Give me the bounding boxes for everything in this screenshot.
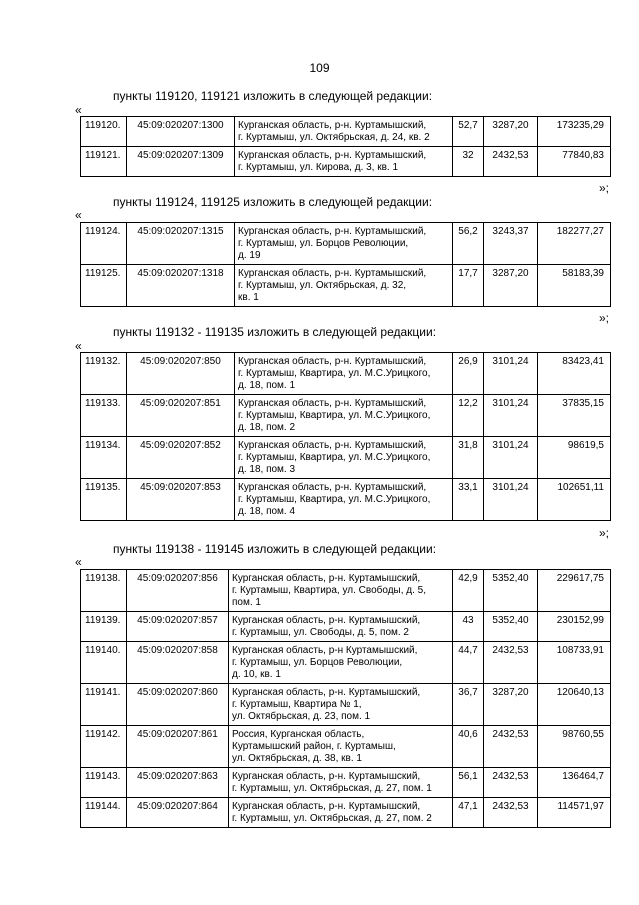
area-cell: 12,2 xyxy=(453,395,484,437)
cadastral-number-cell: 45:09:020207:1309 xyxy=(127,147,235,177)
open-quote: « xyxy=(75,103,82,117)
cadastral-number-cell: 45:09:020207:860 xyxy=(127,684,229,726)
area-cell: 44,7 xyxy=(453,642,484,684)
area-cell: 36,7 xyxy=(453,684,484,726)
cadastral-number-cell: 45:09:020207:851 xyxy=(127,395,235,437)
address-line: г. Куртамыш, Квартира, ул. М.С.Урицкого, xyxy=(238,452,431,463)
price-cell: 5352,40 xyxy=(484,570,538,612)
area-cell: 56,2 xyxy=(453,223,484,265)
cadastral-number-cell: 45:09:020207:1315 xyxy=(127,223,235,265)
table-row xyxy=(81,147,611,177)
address-line: Курганская область, р-н. Куртамышский, xyxy=(238,268,427,279)
price-cell: 2432,53 xyxy=(484,768,538,798)
item-number-cell: 119138. xyxy=(81,570,127,612)
address-line: г. Куртамыш, Квартира, ул. М.С.Урицкого, xyxy=(238,410,431,421)
address-line: Курганская область, р-н. Куртамышский, xyxy=(238,482,427,493)
table-row xyxy=(81,353,611,395)
address-line: Россия, Курганская область, xyxy=(232,729,365,740)
area-cell: 40,6 xyxy=(453,726,484,768)
price-cell: 3243,37 xyxy=(484,223,538,265)
area-cell: 33,1 xyxy=(453,479,484,521)
address-line: Куртамышский район, г. Куртамыш, xyxy=(232,741,396,752)
cadastral-number-cell: 45:09:020207:858 xyxy=(127,642,229,684)
total-value-cell: 83423,41 xyxy=(538,353,611,395)
price-cell: 3101,24 xyxy=(484,479,538,521)
cadastral-number-cell: 45:09:020207:863 xyxy=(127,768,229,798)
section-heading: пункты 119132 - 119135 изложить в следующей редакции: xyxy=(113,325,437,339)
total-value-cell: 98760,55 xyxy=(538,726,611,768)
address-line: Курганская область, р-н. Куртамышский, xyxy=(232,573,421,584)
total-value-cell: 77840,83 xyxy=(538,147,611,177)
table-row xyxy=(81,798,611,828)
item-number-cell: 119144. xyxy=(81,798,127,828)
table-row xyxy=(81,265,611,307)
price-cell: 5352,40 xyxy=(484,612,538,642)
table-row xyxy=(81,479,611,521)
address-cell xyxy=(235,437,453,479)
address-cell xyxy=(235,265,453,307)
address-line: г. Куртамыш, ул. Октябрьская, д. 24, кв. 2 xyxy=(238,132,430,143)
property-table xyxy=(80,116,611,177)
total-value-cell: 173235,29 xyxy=(538,117,611,147)
address-line: ул. Октябрьская, д. 38, кв. 1 xyxy=(232,753,362,764)
address-line: д. 18, пом. 2 xyxy=(238,422,296,433)
address-cell xyxy=(229,798,453,828)
area-cell: 32 xyxy=(453,147,484,177)
address-line: г. Куртамыш, Квартира, ул. Свободы, д. 5, xyxy=(232,585,427,596)
table-row xyxy=(81,437,611,479)
close-quote: »; xyxy=(598,181,609,195)
item-number-cell: 119140. xyxy=(81,642,127,684)
address-line: Курганская область, р-н. Куртамышский, xyxy=(232,615,421,626)
item-number-cell: 119125. xyxy=(81,265,127,307)
address-cell xyxy=(235,117,453,147)
total-value-cell: 108733,91 xyxy=(538,642,611,684)
table-row xyxy=(81,395,611,437)
total-value-cell: 58183,39 xyxy=(538,265,611,307)
page-number: 109 xyxy=(309,61,330,75)
total-value-cell: 114571,97 xyxy=(538,798,611,828)
close-quote: »; xyxy=(598,526,609,540)
property-table xyxy=(80,222,611,307)
cadastral-number-cell: 45:09:020207:853 xyxy=(127,479,235,521)
table-row xyxy=(81,612,611,642)
address-line: Курганская область, р-н Куртамышский, xyxy=(232,645,418,656)
address-line: Курганская область, р-н. Куртамышский, xyxy=(238,150,427,161)
price-cell: 3287,20 xyxy=(484,117,538,147)
area-cell: 42,9 xyxy=(453,570,484,612)
item-number-cell: 119120. xyxy=(81,117,127,147)
cadastral-number-cell: 45:09:020207:856 xyxy=(127,570,229,612)
item-number-cell: 119141. xyxy=(81,684,127,726)
cadastral-number-cell: 45:09:020207:852 xyxy=(127,437,235,479)
item-number-cell: 119133. xyxy=(81,395,127,437)
cadastral-number-cell: 45:09:020207:861 xyxy=(127,726,229,768)
property-table xyxy=(80,352,611,521)
price-cell: 2432,53 xyxy=(484,642,538,684)
address-cell xyxy=(235,353,453,395)
total-value-cell: 102651,11 xyxy=(538,479,611,521)
cadastral-number-cell: 45:09:020207:1300 xyxy=(127,117,235,147)
address-line: д. 18, пом. 4 xyxy=(238,506,296,517)
total-value-cell: 229617,75 xyxy=(538,570,611,612)
address-line: г. Куртамыш, ул. Борцов Революции, xyxy=(232,657,403,668)
address-line: Курганская область, р-н. Куртамышский, xyxy=(238,226,427,237)
property-table xyxy=(80,569,611,828)
table-row xyxy=(81,768,611,798)
address-cell xyxy=(229,570,453,612)
address-line: д. 10, кв. 1 xyxy=(232,669,281,680)
total-value-cell: 230152,99 xyxy=(538,612,611,642)
cadastral-number-cell: 45:09:020207:850 xyxy=(127,353,235,395)
address-line: кв. 1 xyxy=(238,292,259,303)
cadastral-number-cell: 45:09:020207:857 xyxy=(127,612,229,642)
address-line: Курганская область, р-н. Куртамышский, xyxy=(238,356,427,367)
address-line: г. Куртамыш, Квартира № 1, xyxy=(232,699,362,710)
area-cell: 52,7 xyxy=(453,117,484,147)
address-line: д. 18, пом. 3 xyxy=(238,464,296,475)
open-quote: « xyxy=(75,339,82,353)
item-number-cell: 119142. xyxy=(81,726,127,768)
address-cell xyxy=(229,768,453,798)
table-row xyxy=(81,684,611,726)
price-cell: 2432,53 xyxy=(484,798,538,828)
total-value-cell: 136464,7 xyxy=(538,768,611,798)
address-cell xyxy=(229,642,453,684)
open-quote: « xyxy=(75,208,82,222)
address-cell xyxy=(229,612,453,642)
price-cell: 3101,24 xyxy=(484,353,538,395)
area-cell: 56,1 xyxy=(453,768,484,798)
close-quote: »; xyxy=(598,311,609,325)
item-number-cell: 119139. xyxy=(81,612,127,642)
address-line: г. Куртамыш, Квартира, ул. М.С.Урицкого, xyxy=(238,494,431,505)
address-cell xyxy=(229,684,453,726)
price-cell: 3287,20 xyxy=(484,265,538,307)
area-cell: 43 xyxy=(453,612,484,642)
table-row xyxy=(81,726,611,768)
area-cell: 26,9 xyxy=(453,353,484,395)
table-row xyxy=(81,570,611,612)
address-cell xyxy=(235,147,453,177)
area-cell: 31,8 xyxy=(453,437,484,479)
item-number-cell: 119132. xyxy=(81,353,127,395)
address-line: Курганская область, р-н. Куртамышский, xyxy=(232,687,421,698)
total-value-cell: 98619,5 xyxy=(538,437,611,479)
table-row xyxy=(81,117,611,147)
address-line: ул. Октябрьская, д. 23, пом. 1 xyxy=(232,711,371,722)
address-line: г. Куртамыш, ул. Свободы, д. 5, пом. 2 xyxy=(232,627,409,638)
address-line: Курганская область, р-н. Куртамышский, xyxy=(238,120,427,131)
address-line: Курганская область, р-н. Куртамышский, xyxy=(232,771,421,782)
price-cell: 3101,24 xyxy=(484,437,538,479)
address-cell xyxy=(235,395,453,437)
item-number-cell: 119121. xyxy=(81,147,127,177)
price-cell: 2432,53 xyxy=(484,726,538,768)
address-line: г. Куртамыш, ул. Октябрьская, д. 27, пом. 2 xyxy=(232,813,432,824)
section-heading: пункты 119124, 119125 изложить в следующей редакции: xyxy=(113,195,433,209)
address-line: г. Куртамыш, Квартира, ул. М.С.Урицкого, xyxy=(238,368,431,379)
table-row xyxy=(81,642,611,684)
address-line: г. Куртамыш, ул. Октябрьская, д. 32, xyxy=(238,280,407,291)
address-line: Курганская область, р-н. Куртамышский, xyxy=(238,398,427,409)
address-cell xyxy=(229,726,453,768)
address-line: д. 18, пом. 1 xyxy=(238,380,296,391)
address-cell xyxy=(235,479,453,521)
price-cell: 2432,53 xyxy=(484,147,538,177)
address-cell xyxy=(235,223,453,265)
open-quote: « xyxy=(75,555,82,569)
address-line: г. Куртамыш, ул. Кирова, д. 3, кв. 1 xyxy=(238,162,399,173)
section-heading: пункты 119120, 119121 изложить в следующей редакции: xyxy=(113,89,433,103)
total-value-cell: 120640,13 xyxy=(538,684,611,726)
table-row xyxy=(81,223,611,265)
cadastral-number-cell: 45:09:020207:864 xyxy=(127,798,229,828)
address-line: д. 19 xyxy=(238,250,261,261)
price-cell: 3101,24 xyxy=(484,395,538,437)
total-value-cell: 37835,15 xyxy=(538,395,611,437)
address-line: г. Куртамыш, ул. Октябрьская, д. 27, пом. 1 xyxy=(232,783,432,794)
item-number-cell: 119135. xyxy=(81,479,127,521)
address-line: пом. 1 xyxy=(232,597,261,608)
address-line: Курганская область, р-н. Куртамышский, xyxy=(238,440,427,451)
address-line: Курганская область, р-н. Куртамышский, xyxy=(232,801,421,812)
item-number-cell: 119143. xyxy=(81,768,127,798)
item-number-cell: 119124. xyxy=(81,223,127,265)
area-cell: 17,7 xyxy=(453,265,484,307)
total-value-cell: 182277,27 xyxy=(538,223,611,265)
section-heading: пункты 119138 - 119145 изложить в следующей редакции: xyxy=(113,542,437,556)
area-cell: 47,1 xyxy=(453,798,484,828)
price-cell: 3287,20 xyxy=(484,684,538,726)
address-line: г. Куртамыш, ул. Борцов Революции, xyxy=(238,238,409,249)
cadastral-number-cell: 45:09:020207:1318 xyxy=(127,265,235,307)
item-number-cell: 119134. xyxy=(81,437,127,479)
